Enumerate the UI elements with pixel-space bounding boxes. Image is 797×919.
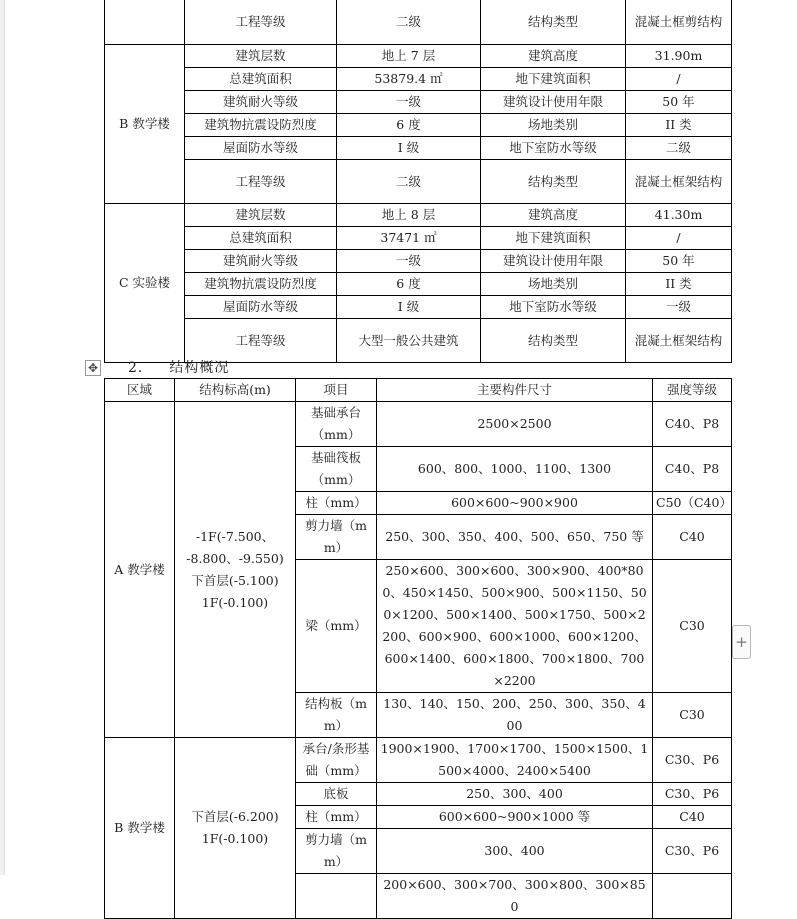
table-row: [105, 402, 732, 447]
table-cell: C50（C40）: [653, 492, 732, 515]
table-cell: 建筑耐火等级: [185, 91, 337, 114]
table-cell: 600、800、1000、1100、1300: [377, 447, 653, 492]
table-cell: C40: [653, 515, 732, 560]
table-cell: 结构板（mm）: [296, 693, 377, 738]
table-row: [105, 204, 732, 227]
table-cell: 600×600~900×900: [377, 492, 653, 515]
table-cell: 基础承台（mm）: [296, 402, 377, 447]
table-cell: 600×600~900×1000 等: [377, 806, 653, 829]
column-header: 区域: [105, 379, 175, 402]
table-cell: 建筑设计使用年限: [481, 91, 626, 114]
table-cell: 地上 8 层: [337, 204, 481, 227]
table-cell: 6 度: [337, 273, 481, 296]
table-cell: 工程等级: [185, 319, 337, 363]
table-cell: 31.90m: [626, 45, 732, 68]
table-cell: 场地类别: [481, 114, 626, 137]
table-cell: 屋面防水等级: [185, 296, 337, 319]
area-cell: A 教学楼: [105, 402, 175, 738]
column-header: 主要构件尺寸: [377, 379, 653, 402]
table-cell: 建筑物抗震设防烈度: [185, 114, 337, 137]
table-cell: 2500×2500: [377, 402, 653, 447]
table-cell: C30: [653, 693, 732, 738]
table-cell: 底板: [296, 783, 377, 806]
section-title: 结构概况: [169, 360, 230, 376]
table-cell: 建筑耐火等级: [185, 250, 337, 273]
table-cell: 地下室防水等级: [481, 137, 626, 160]
table-cell: 6 度: [337, 114, 481, 137]
table-row: [105, 296, 732, 319]
table-cell: C30、P6: [653, 783, 732, 806]
table-cell: 一级: [337, 91, 481, 114]
elevation-cell: [175, 738, 296, 919]
table-cell: 场地类别: [481, 273, 626, 296]
structure-table: [104, 378, 732, 919]
table-cell: [653, 874, 732, 919]
elevation-line: -8.800、-9.550): [186, 550, 284, 566]
table-cell: 地上 7 层: [337, 45, 481, 68]
table-cell: 二级: [337, 160, 481, 204]
table-row: [105, 319, 732, 363]
table-cell: 工程等级: [185, 160, 337, 204]
table-cell: 混凝土框架结构: [626, 319, 732, 363]
table-cell: 结构类型: [481, 0, 626, 45]
table-cell: 结构类型: [481, 160, 626, 204]
table-cell: 总建筑面积: [185, 227, 337, 250]
table-cell: 二级: [626, 137, 732, 160]
table-cell: 建筑设计使用年限: [481, 250, 626, 273]
table-row: [105, 114, 732, 137]
elevation-line: 下首层(-5.100): [191, 572, 279, 588]
table-cell: 大型一般公共建筑: [337, 319, 481, 363]
building-name: B 教学楼: [105, 45, 185, 204]
table-row: [105, 273, 732, 296]
table-cell: 建筑高度: [481, 204, 626, 227]
table-row: [105, 68, 732, 91]
table-row: [105, 160, 732, 204]
table-row: [105, 91, 732, 114]
elevation-line: 下首层(-6.200): [191, 809, 279, 824]
table-cell: 柱（mm）: [296, 492, 377, 515]
table-cell: II 类: [626, 114, 732, 137]
table-cell: 130、140、150、200、250、300、350、400: [377, 693, 653, 738]
table-cell: C40、P8: [653, 447, 732, 492]
table-row: [105, 137, 732, 160]
table-cell: 总建筑面积: [185, 68, 337, 91]
column-header: 结构标高(m): [175, 379, 296, 402]
table-cell: 建筑物抗震设防烈度: [185, 273, 337, 296]
table-cell: 250、300、400: [377, 783, 653, 806]
table-cell: 基础筏板（mm）: [296, 447, 377, 492]
table-row: [105, 0, 732, 45]
table-cell: I 级: [337, 296, 481, 319]
elevation-cell: [175, 402, 296, 738]
table-cell: 300、400: [377, 829, 653, 874]
table-cell: 53879.4 ㎡: [337, 68, 481, 91]
table-row: [105, 250, 732, 273]
table-row: [105, 227, 732, 250]
table-cell: C30: [653, 560, 732, 693]
table-cell: C40、P8: [653, 402, 732, 447]
column-header: 强度等级: [653, 379, 732, 402]
table-cell: 梁（mm）: [296, 560, 377, 693]
table-cell: 1900×1900、1700×1700、1500×1500、1500×4000、2400×5400: [377, 738, 653, 783]
move-icon[interactable]: ✥: [85, 360, 101, 376]
table-cell: 地下建筑面积: [481, 227, 626, 250]
table-cell: 建筑高度: [481, 45, 626, 68]
table-cell: I 级: [337, 137, 481, 160]
elevation-line: -1F(-7.500、: [195, 528, 275, 544]
table-row: [105, 738, 732, 783]
table-cell: 混凝土框剪结构: [626, 0, 732, 45]
table-cell: 建筑层数: [185, 45, 337, 68]
table-cell: 250×600、300×600、300×900、400*800、450×1450、500×900、500×1150、500×1200、500×1400、500×1750、500×2200、600×900、600×1000、600×1200、600×1400、600×1800、700×1800、700×2200: [377, 560, 653, 693]
elevation-line: 1F(-0.100): [201, 594, 269, 610]
table-cell: 200×600、300×700、300×800、300×850: [377, 874, 653, 919]
table-cell: 地下室防水等级: [481, 296, 626, 319]
table-cell: 工程等级: [185, 0, 337, 45]
table-cell: C30、P6: [653, 829, 732, 874]
column-header: 项目: [296, 379, 377, 402]
table-cell: 剪力墙（mm）: [296, 515, 377, 560]
table-row: [105, 45, 732, 68]
section-heading: [128, 357, 229, 377]
table-cell: II 类: [626, 273, 732, 296]
table-cell: C40: [653, 806, 732, 829]
table-cell: 混凝土框架结构: [626, 160, 732, 204]
area-cell: B 教学楼: [105, 738, 175, 919]
section-number: 2.: [128, 360, 144, 376]
table-cell: 屋面防水等级: [185, 137, 337, 160]
table-header-row: [105, 379, 732, 402]
table-cell: 建筑层数: [185, 204, 337, 227]
page-left-margin: [0, 0, 5, 875]
table-cell: 37471 ㎡: [337, 227, 481, 250]
table-cell: C30、P6: [653, 738, 732, 783]
table-cell: 50 年: [626, 91, 732, 114]
table-cell: 二级: [337, 0, 481, 45]
table-cell: 41.30m: [626, 204, 732, 227]
table-cell: 承台/条形基础（mm）: [296, 738, 377, 783]
table-cell: 柱（mm）: [296, 806, 377, 829]
table-cell: 一级: [626, 296, 732, 319]
table-cell: 250、300、350、400、500、650、750 等: [377, 515, 653, 560]
table-cell: /: [626, 227, 732, 250]
elevation-line: 1F(-0.100): [201, 831, 269, 846]
table-cell: /: [626, 68, 732, 91]
table-cell: 地下建筑面积: [481, 68, 626, 91]
table-cell: 50 年: [626, 250, 732, 273]
table-cell: [296, 874, 377, 919]
building-info-table: [104, 0, 732, 363]
table-cell: 剪力墙（mm）: [296, 829, 377, 874]
table-cell: [105, 0, 185, 45]
building-name: C 实验楼: [105, 204, 185, 363]
table-cell: 结构类型: [481, 319, 626, 363]
table-cell: 一级: [337, 250, 481, 273]
plus-icon[interactable]: +: [732, 625, 751, 659]
